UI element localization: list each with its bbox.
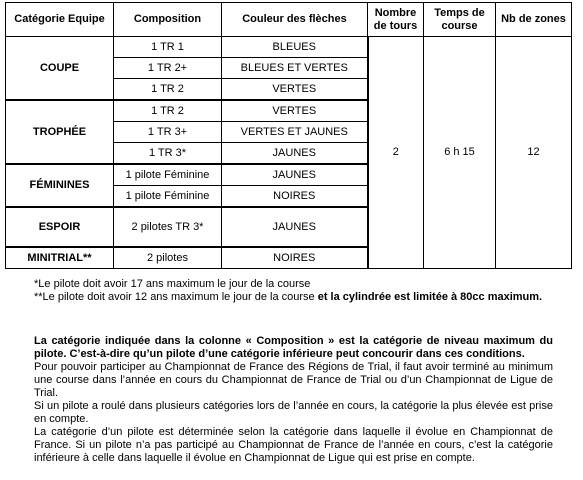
composition-cell: 1 TR 2+	[114, 58, 222, 79]
couleur-cell: JAUNES	[222, 143, 368, 165]
composition-cell: 1 TR 3+	[114, 122, 222, 143]
couleur-cell: NOIRES	[222, 186, 368, 208]
couleur-cell: NOIRES	[222, 247, 368, 269]
footnote-2-text: **Le pilote doit avoir 12 ans maximum le jour de la course	[34, 291, 318, 303]
footnote-1: *Le pilote doit avoir 17 ans maximum le jour de la course	[34, 278, 311, 290]
couleur-cell: VERTES	[222, 100, 368, 122]
temps-course-value: 6 h 15	[424, 37, 496, 269]
header-composition: Composition	[114, 3, 222, 37]
participation-paragraph: Pour pouvoir participer au Championnat de France des Régions de Trial, il faut avoir terminé au minimum une course dans l’année en cours du Championnat de France de Trial ou d’un Championnat de Ligue de Trial.	[34, 361, 553, 399]
category-feminines: FÉMININES	[6, 164, 114, 207]
header-temps-course: Temps de course	[424, 3, 496, 37]
category-coupe: COUPE	[6, 37, 114, 101]
composition-cell: 2 pilotes TR 3*	[114, 207, 222, 247]
footnotes	[34, 278, 553, 304]
composition-rule-paragraph: La catégorie indiquée dans la colonne « Composition » est la catégorie de niveau maximum du pilote. C’est-à-dire qu’un pilote d’une catégorie inférieure peut concourir dans ces conditions.	[34, 335, 553, 360]
composition-cell: 1 pilote Féminine	[114, 186, 222, 208]
category-table	[5, 2, 572, 269]
category-trophee: TROPHÉE	[6, 100, 114, 164]
footnote-2-bold: et la cylindrée est limitée à 80cc maximum.	[317, 291, 543, 303]
couleur-cell: VERTES ET JAUNES	[222, 122, 368, 143]
composition-cell: 1 TR 3*	[114, 143, 222, 165]
table-header-row	[6, 3, 572, 37]
couleur-cell: JAUNES	[222, 207, 368, 247]
couleur-cell: VERTES	[222, 79, 368, 101]
composition-cell: 2 pilotes	[114, 247, 222, 269]
composition-cell: 1 pilote Féminine	[114, 164, 222, 186]
footnote-2	[34, 291, 553, 304]
table-row	[6, 37, 572, 58]
couleur-cell: BLEUES ET VERTES	[222, 58, 368, 79]
composition-cell: 1 TR 1	[114, 37, 222, 58]
header-nombre-tours: Nombre de tours	[368, 3, 424, 37]
category-espoir: ESPOIR	[6, 207, 114, 247]
category-determination-paragraph: La catégorie d’un pilote est déterminée selon la catégorie dans laquelle il évolue en Championnat de France. Si un pilote n’a pas participé au Championnat de France de l’année en cours, c’est la catégorie inférieure à celle dans laquelle il évolue en Championnat de Ligue qui est prise en compte.	[34, 426, 553, 464]
category-minitrial: MINITRIAL**	[6, 247, 114, 269]
body-text	[34, 335, 553, 465]
couleur-cell: BLEUES	[222, 37, 368, 58]
composition-cell: 1 TR 2	[114, 100, 222, 122]
multiple-category-paragraph: Si un pilote a roulé dans plusieurs catégories lors de l’année en cours, la catégorie la plus élevée est prise en compte.	[34, 400, 553, 425]
nombre-tours-value: 2	[368, 37, 424, 269]
header-nb-zones: Nb de zones	[496, 3, 572, 37]
couleur-cell: JAUNES	[222, 164, 368, 186]
header-couleur: Couleur des flèches	[222, 3, 368, 37]
composition-cell: 1 TR 2	[114, 79, 222, 101]
header-categorie: Catégorie Equipe	[6, 3, 114, 37]
nb-zones-value: 12	[496, 37, 572, 269]
